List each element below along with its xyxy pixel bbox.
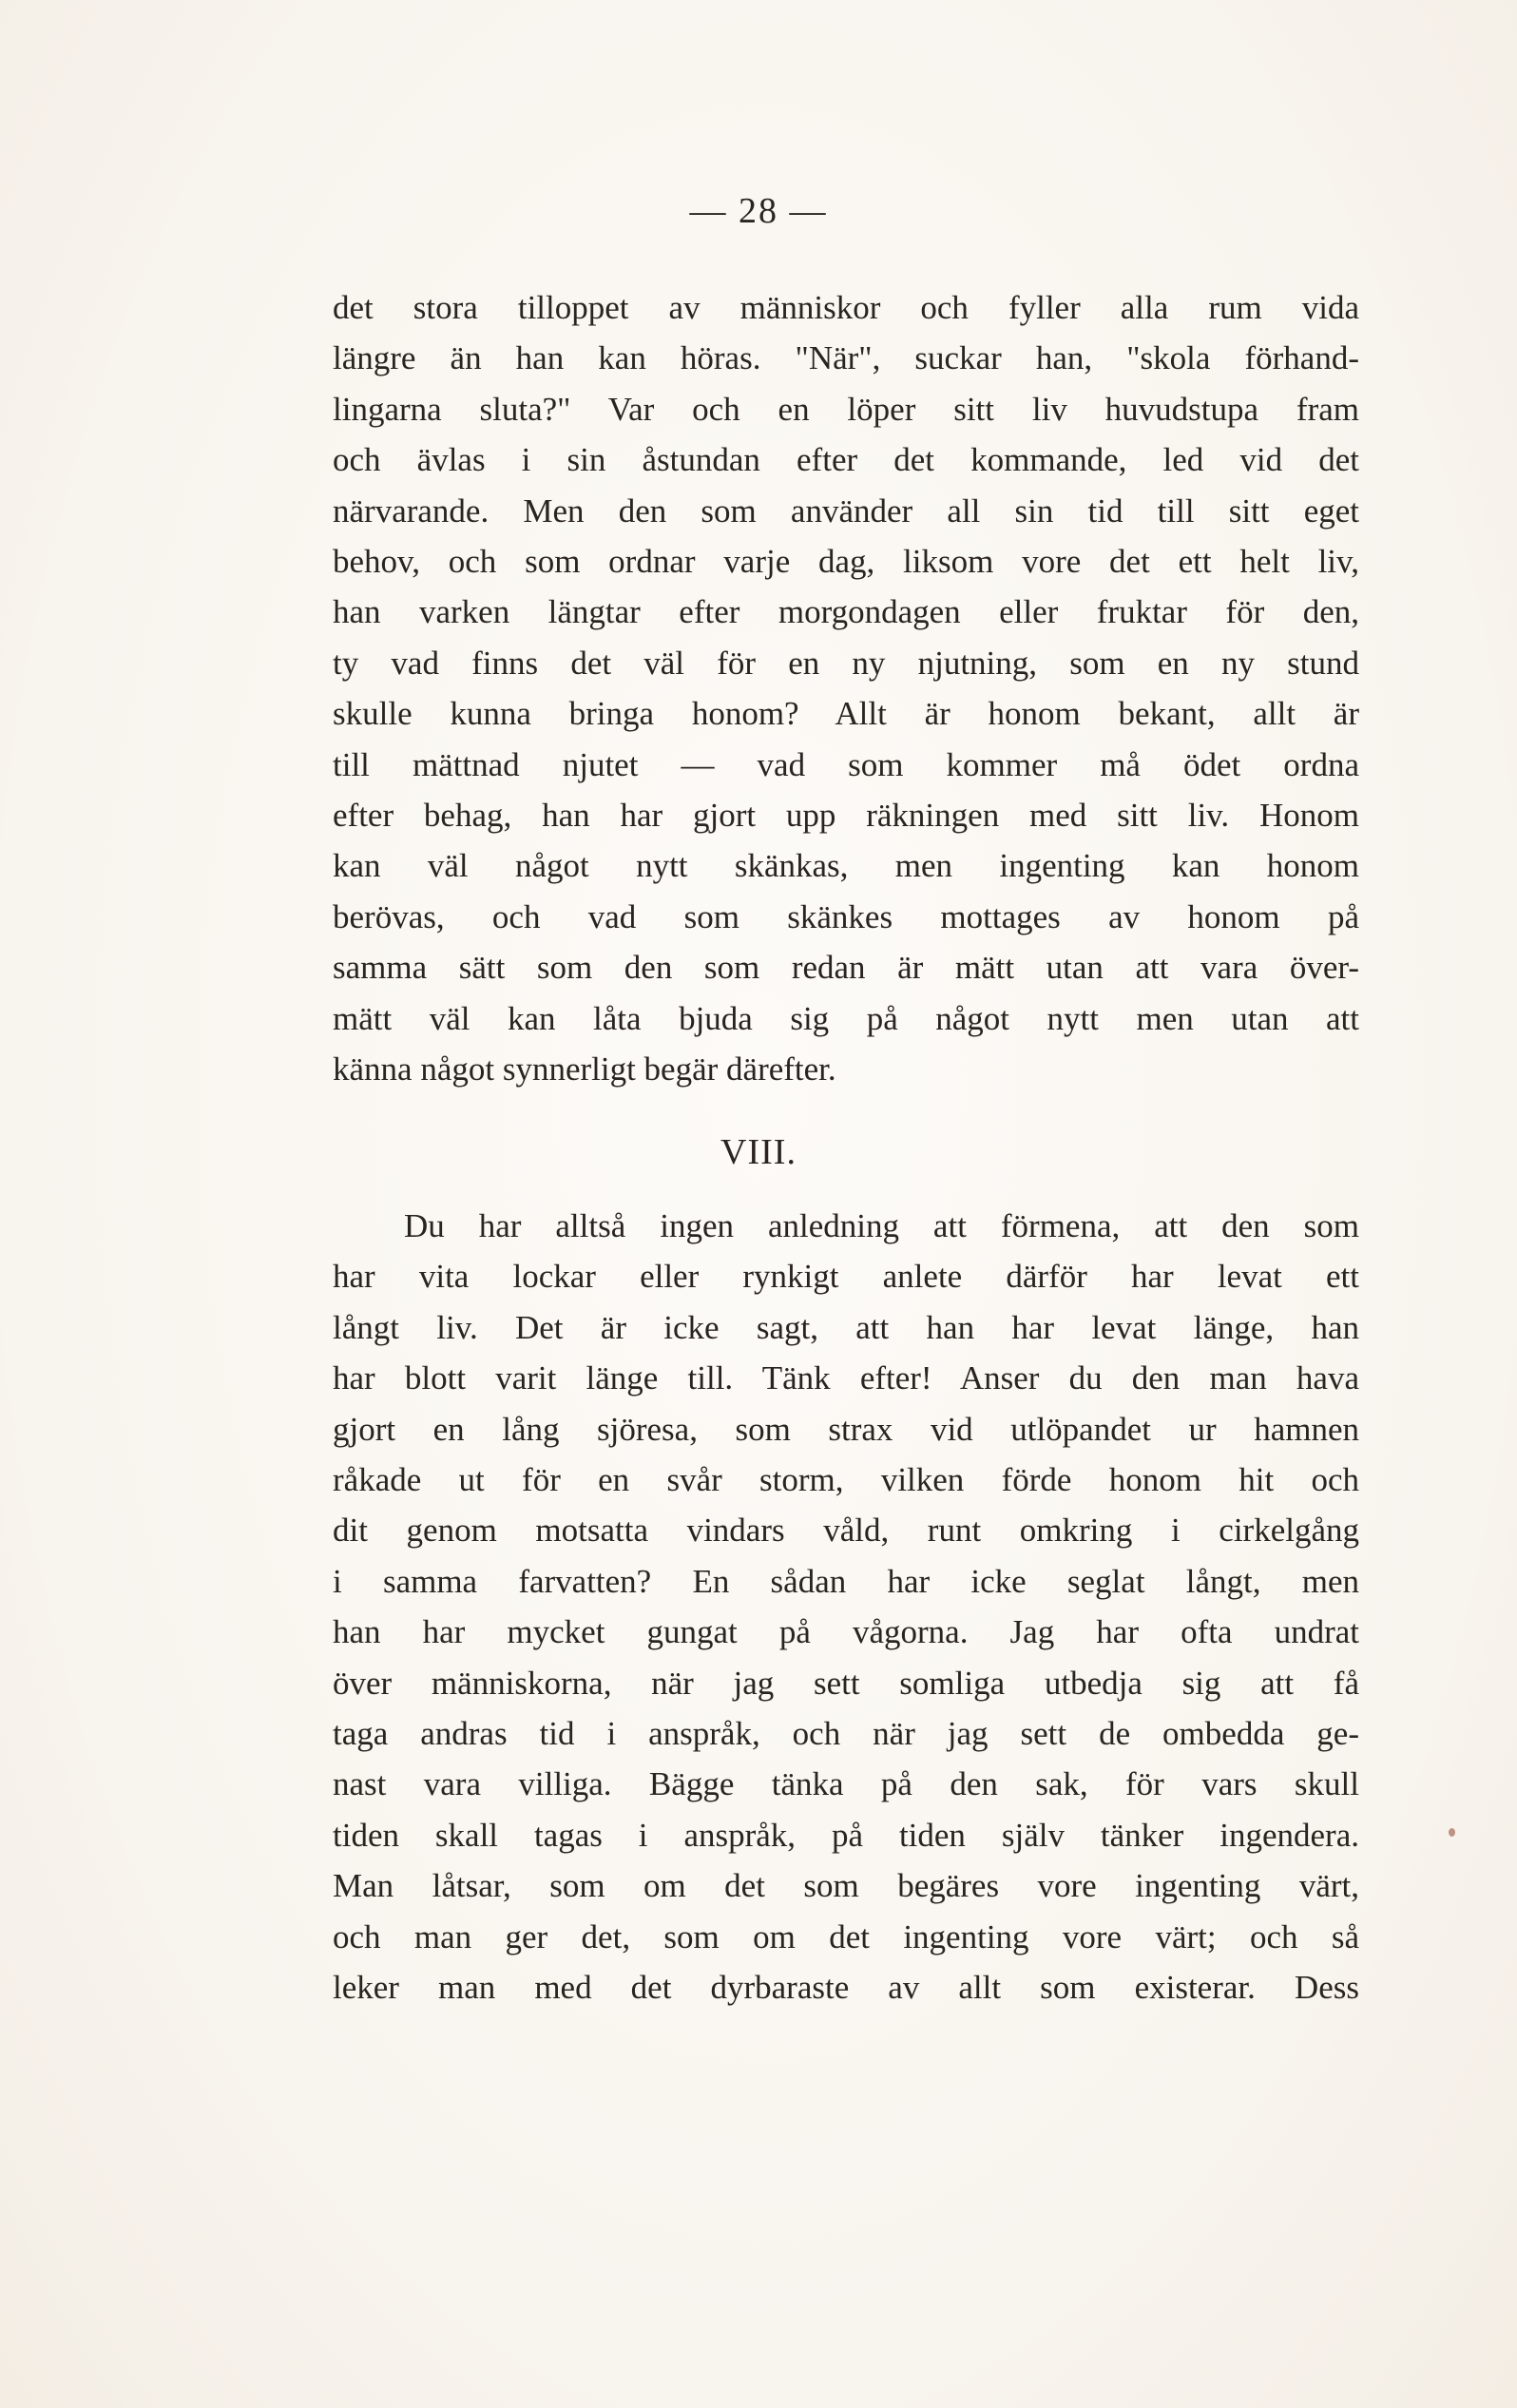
text-line: ty vad finns det väl för en ny njutning, som en ny stund — [333, 644, 1359, 682]
paper-speck — [1449, 1828, 1455, 1837]
text-line: samma sätt som den som redan är mätt utan att vara över- — [333, 949, 1359, 987]
text-line: har vita lockar eller rynkigt anlete därför har levat ett — [333, 1258, 1359, 1296]
text-line: tiden skall tagas i anspråk, på tiden själv tänker ingendera. — [333, 1816, 1359, 1854]
text-line: berövas, och vad som skänkes mottages av honom på — [333, 897, 1359, 935]
text-line: lingarna sluta?" Var och en löper sitt liv huvudstupa fram — [333, 390, 1359, 428]
text-line: nast vara villiga. Bägge tänka på den sak, för vars skull — [333, 1765, 1359, 1803]
text-line: mätt väl kan låta bjuda sig på något nytt men utan att — [333, 999, 1359, 1037]
text-line: skulle kunna bringa honom? Allt är honom bekant, allt är — [333, 695, 1359, 733]
page-number: — 28 — — [689, 191, 828, 231]
text-line: taga andras tid i anspråk, och när jag sett de ombedda ge- — [333, 1715, 1359, 1753]
text-line: Man låtsar, som om det som begäres vore ingenting värt, — [333, 1867, 1359, 1905]
text-line: i samma farvatten? En sådan har icke seglat långt, men — [333, 1562, 1359, 1600]
text-line: han varken längtar efter morgondagen eller fruktar för den, — [333, 593, 1359, 631]
text-line: leker man med det dyrbaraste av allt som existerar. Dess — [333, 1969, 1359, 2007]
text-line: har blott varit länge till. Tänk efter! Anser du den man hava — [333, 1359, 1359, 1397]
text-line: dit genom motsatta vindars våld, runt omkring i cirkelgång — [333, 1512, 1359, 1550]
text-line: råkade ut för en svår storm, vilken förde honom hit och — [333, 1461, 1359, 1499]
text-line: över människorna, när jag sett somliga utbedja sig att få — [333, 1664, 1359, 1702]
text-line: Du har alltså ingen anledning att förmena, att den som — [404, 1207, 1359, 1244]
text-line: efter behag, han har gjort upp räkningen med sitt liv. Honom — [333, 797, 1359, 835]
text-line: han har mycket gungat på vågorna. Jag har ofta undrat — [333, 1613, 1359, 1651]
paragraph-1 — [333, 282, 1359, 1095]
section-heading: VIII. — [720, 1132, 797, 1172]
text-line: gjort en lång sjöresa, som strax vid utlöpandet ur hamnen — [333, 1410, 1359, 1448]
text-line: kan väl något nytt skänkas, men ingenting kan honom — [333, 847, 1359, 885]
text-line: till mättnad njutet — vad som kommer må ödet ordna — [333, 745, 1359, 783]
text-line: och man ger det, som om det ingenting vore värt; och så — [333, 1917, 1359, 1955]
text-line: behov, och som ordnar varje dag, liksom vore det ett helt liv, — [333, 543, 1359, 581]
text-line: och ävlas i sin åstundan efter det kommande, led vid det — [333, 441, 1359, 479]
text-line: längre än han kan höras. "När", suckar han, "skola förhand- — [333, 339, 1359, 377]
text-line: närvarande. Men den som använder all sin tid till sitt eget — [333, 491, 1359, 530]
text-line: långt liv. Det är icke sagt, att han har levat länge, han — [333, 1308, 1359, 1346]
paragraph-2 — [333, 1201, 1359, 2013]
text-line: det stora tilloppet av människor och fyller alla rum vida — [333, 289, 1359, 326]
text-line: känna något synnerligt begär därefter. — [333, 1050, 836, 1088]
